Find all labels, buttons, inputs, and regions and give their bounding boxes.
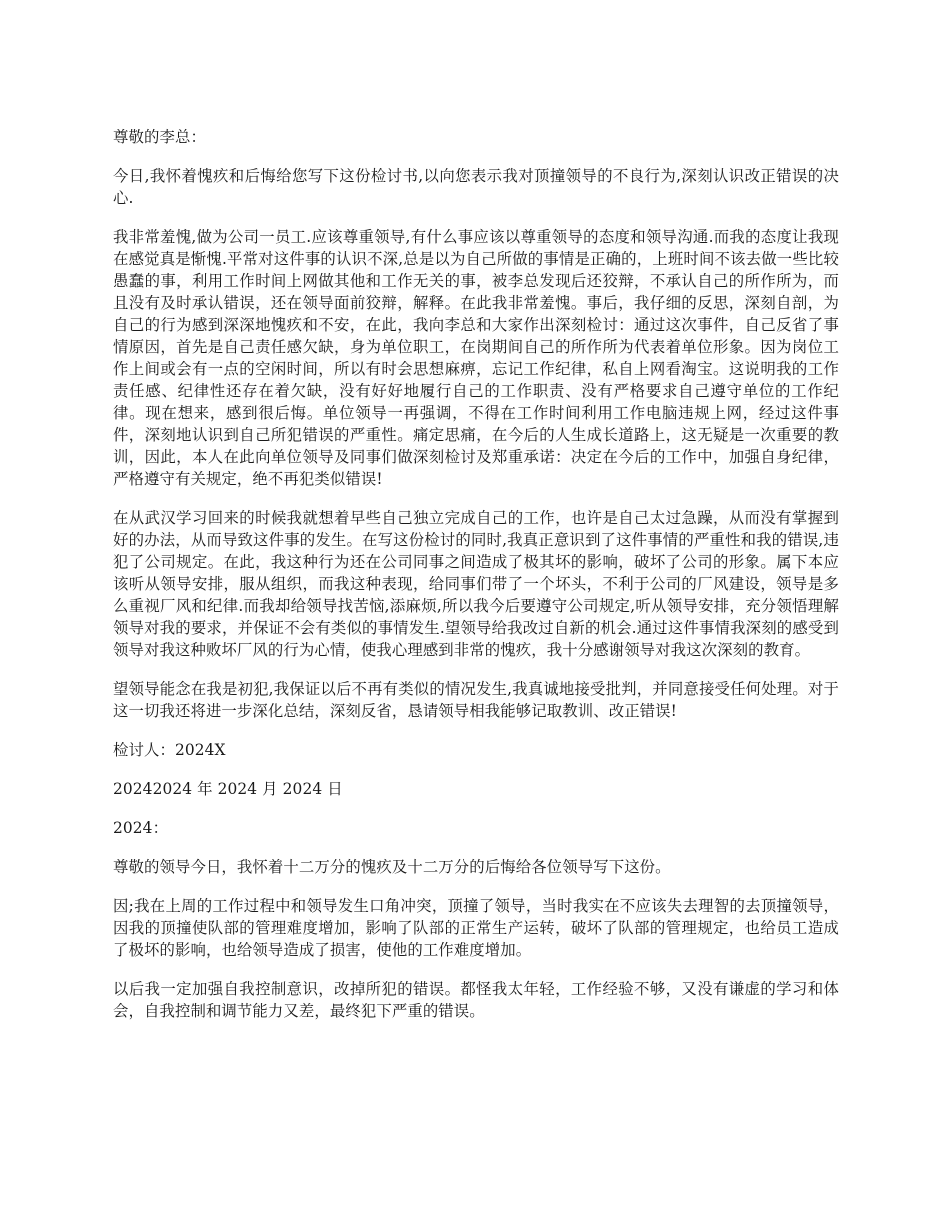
paragraph-reflection: 我非常羞愧,做为公司一员工.应该尊重领导,有什么事应该以尊重领导的态度和领导沟通.而我的态度让我现在感觉真是惭愧.平常对这件事的认识不深,总是以为自己所做的事情是正确的，上班时间不该去做一些比较愚蠢的事，利用工作时间上网做其他和工作无关的事，被李总发现后还狡辩，不承认自己的所作所为，而且没有及时承认错误，还在领导面前狡辩，解释。在此我非常羞愧。事后，我仔细的反思，深刻自剖，为自己的行为感到深深地愧疚和不安，在此，我向李总和大家作出深刻检讨：通过这次事件，自己反省了事情原因，首先是自己责任感欠缺，身为单位职工，在岗期间自己的所作所为代表着单位形象。因为岗位工作上间或会有一点的空闲时间，所以有时会思想麻痹，忘记工作纪律，私自上网看淘宝。这说明我的工作责任感、纪律性还存在着欠缺，没有好好地履行自己的工作职责、没有严格要求自己遵守单位的工作纪律。现在想来，感到很后悔。单位领导一再强调，不得在工作时间利用工作电脑违规上网，经过这件事件，深刻地认识到自己所犯错误的严重性。痛定思痛，在今后的人生成长道路上，这无疑是一次重要的教训，因此，本人在此向单位领导及同事们做深刻检讨及郑重承诺：决定在今后的工作中，加强自身纪律，严格遵守有关规定，绝不再犯类似错误! [113,228,839,488]
paragraph-second-intro: 尊敬的领导今日，我怀着十二万分的愧疚及十二万分的后悔给各位领导写下这份。 [113,858,671,876]
signature-line: 检讨人：2024X [113,741,226,759]
document-body [113,126,839,1039]
paragraph-wuhan: 在从武汉学习回来的时候我就想着早些自己独立完成自己的工作，也许是自己太过急躁，从而没有掌握到好的办法，从而导致这件事的发生。在写这份检讨的同时,我真正意识到了这件事情的严重性和我的错误,违犯了公司规定。在此，我这种行为还在公司同事之间造成了极其坏的影响，破坏了公司的形象。属下本应该听从领导安排，服从组织，而我这种表现，给同事们带了一个坏头，不利于公司的厂风建设，领导是多么重视厂风和纪律.而我却给领导找苦恼,添麻烦,所以我今后要遵守公司规定,听从领导安排，充分领悟理解领导对我的要求，并保证不会有类似的事情发生.望领导给我改过自新的机会.通过这件事情我深刻的感受到领导对我这种败坏厂风的行为心情，使我心理感到非常的愧疚，我十分感谢领导对我这次深刻的教育。 [113,509,839,659]
date-line: 20242024 年 2024 月 2024 日 [113,780,343,798]
salutation: 尊敬的李总： [113,128,206,146]
paragraph-conflict: 因;我在上周的工作过程中和领导发生口角冲突，顶撞了领导，当时我实在不应该失去理智的去顶撞领导，因我的顶撞使队部的管理难度增加，影响了队部的正常生产运转，破坏了队部的管理规定，也给员工造成了极坏的影响，也给领导造成了损害，使他的工作难度增加。 [113,897,839,959]
second-heading: 2024： [113,819,169,837]
paragraph-commitment: 以后我一定加强自我控制意识，改掉所犯的错误。都怪我太年轻，工作经验不够，又没有谦虚的学习和体会，自我控制和调节能力又差，最终犯下严重的错误。 [113,980,839,1020]
paragraph-plea: 望领导能念在我是初犯,我保证以后不再有类似的情况发生,我真诚地接受批判，并同意接受任何处理。对于这一切我还将进一步深化总结，深刻反省，恳请领导相我能够记取教训、改正错误! [113,680,839,720]
paragraph-intro: 今日,我怀着愧疚和后悔给您写下这份检讨书,以向您表示我对顶撞领导的不良行为,深刻认识改正错误的决心. [113,167,839,207]
